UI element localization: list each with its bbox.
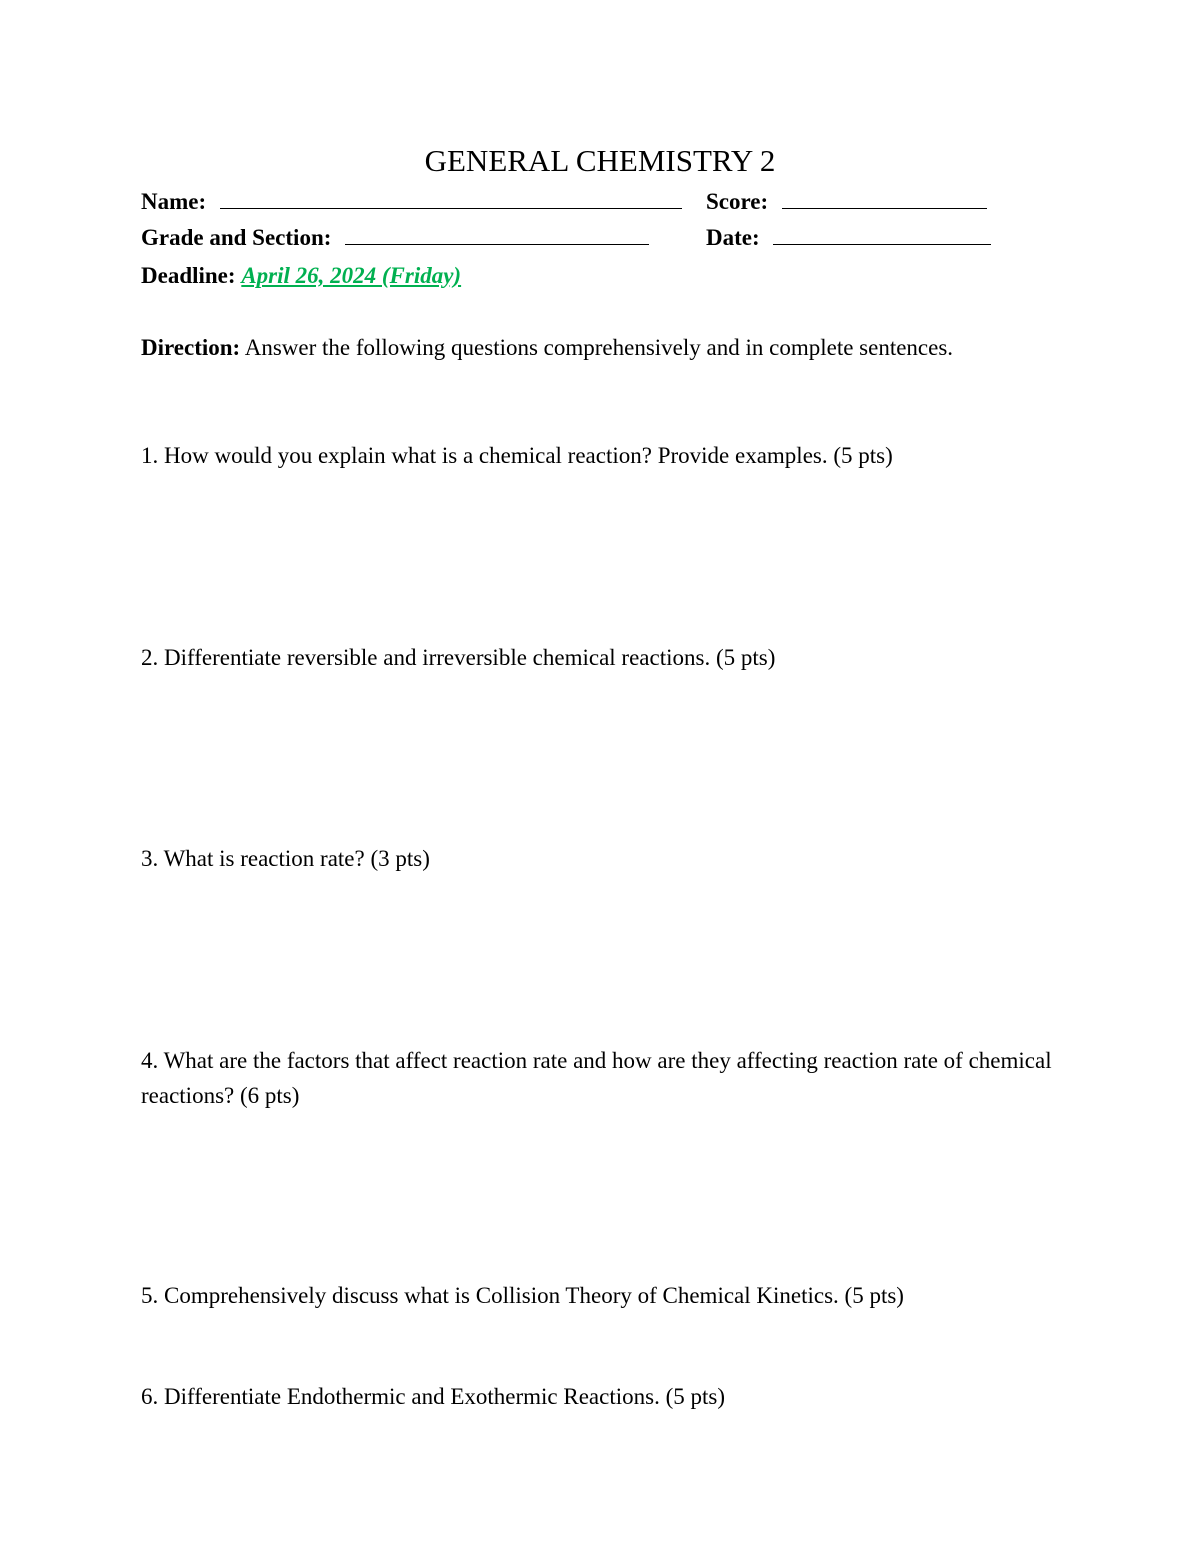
deadline-label: Deadline: [141, 263, 236, 288]
score-label: Score: [706, 189, 769, 214]
question-4: 4. What are the factors that affect reaction rate and how are they affecting reaction rate of chemical reactions? (6 pts) [141, 1048, 1052, 1108]
direction-text: Answer the following questions comprehensively and in complete sentences. [244, 335, 954, 360]
grade-section-label: Grade and Section: [141, 225, 332, 250]
question-2: 2. Differentiate reversible and irreversible chemical reactions. (5 pts) [141, 645, 776, 670]
name-field [141, 186, 682, 218]
direction-paragraph [141, 330, 1061, 365]
date-blank [773, 222, 991, 245]
question-3: 3. What is reaction rate? (3 pts) [141, 846, 430, 871]
name-label: Name: [141, 189, 207, 214]
direction-label: Direction: [141, 335, 241, 360]
question-6: 6. Differentiate Endothermic and Exothermic Reactions. (5 pts) [141, 1384, 725, 1409]
date-field [706, 222, 991, 254]
grade-section-blank [345, 222, 649, 245]
grade-section-field [141, 222, 649, 254]
question-5: 5. Comprehensively discuss what is Collision Theory of Chemical Kinetics. (5 pts) [141, 1283, 904, 1308]
page-title: GENERAL CHEMISTRY 2 [424, 143, 776, 178]
name-blank [220, 186, 682, 209]
deadline-value: April 26, 2024 (Friday) [241, 263, 462, 288]
deadline-field [141, 260, 461, 292]
date-label: Date: [706, 225, 760, 250]
score-blank [782, 186, 987, 209]
question-1: 1. How would you explain what is a chemical reaction? Provide examples. (5 pts) [141, 443, 893, 468]
score-field [706, 186, 987, 218]
